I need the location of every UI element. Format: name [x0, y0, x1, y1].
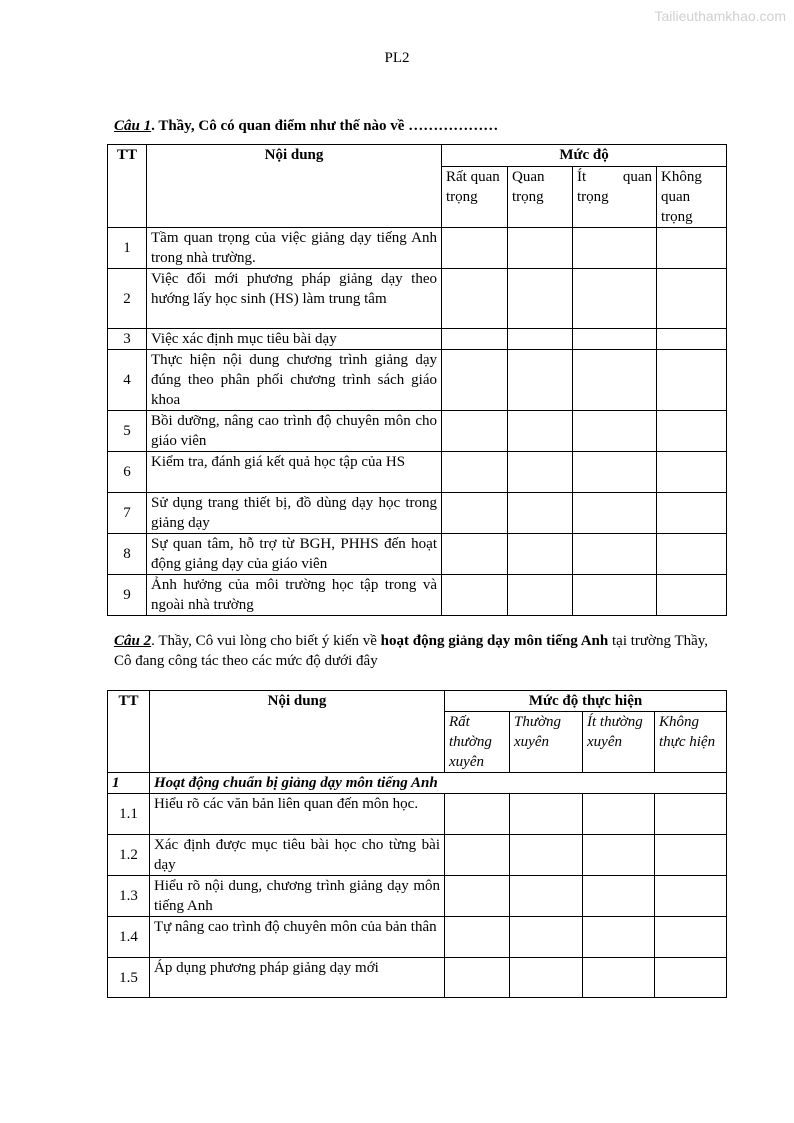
table-row [108, 329, 727, 350]
row-content: Tự nâng cao trình độ chuyên môn của bản thân [150, 917, 445, 958]
row-number: 1.3 [108, 876, 150, 917]
rating-cell[interactable] [657, 493, 727, 534]
row-number: 1 [108, 228, 147, 269]
table-row [108, 835, 727, 876]
row-number: 1.2 [108, 835, 150, 876]
col-content-header: Nội dung [150, 691, 445, 773]
rating-cell[interactable] [583, 794, 655, 835]
row-content: Hiểu rõ nội dung, chương trình giảng dạy môn tiếng Anh [150, 876, 445, 917]
table-row [108, 493, 727, 534]
rating-cell[interactable] [442, 493, 508, 534]
rating-cell[interactable] [445, 876, 510, 917]
rating-cell[interactable] [583, 876, 655, 917]
rating-cell[interactable] [573, 228, 657, 269]
rating-cell[interactable] [583, 917, 655, 958]
row-content: Áp dụng phương pháp giảng dạy mới [150, 958, 445, 998]
row-content: Thực hiện nội dung chương trình giảng dạy đúng theo phân phối chương trình sách giáo khoa [147, 350, 442, 411]
level-header: Ít thường xuyên [583, 712, 655, 773]
rating-cell[interactable] [510, 794, 583, 835]
rating-cell[interactable] [657, 269, 727, 329]
rating-cell[interactable] [573, 452, 657, 493]
row-content: Việc xác định mục tiêu bài dạy [147, 329, 442, 350]
rating-cell[interactable] [508, 411, 573, 452]
section-title: Hoạt động chuẩn bị giảng dạy môn tiếng Anh [150, 773, 727, 794]
table-row [108, 411, 727, 452]
row-content: Kiểm tra, đánh giá kết quả học tập của HS [147, 452, 442, 493]
row-content: Sử dụng trang thiết bị, đồ dùng dạy học trong giảng dạy [147, 493, 442, 534]
rating-cell[interactable] [655, 958, 727, 998]
rating-cell[interactable] [508, 575, 573, 616]
rating-cell[interactable] [657, 452, 727, 493]
watermark-text: Tailieuthamkhao.com [654, 8, 786, 24]
rating-cell[interactable] [657, 575, 727, 616]
level-header: Rất quan trọng [442, 167, 508, 228]
row-content: Hiểu rõ các văn bản liên quan đến môn học. [150, 794, 445, 835]
rating-cell[interactable] [445, 794, 510, 835]
rating-cell[interactable] [508, 228, 573, 269]
rating-cell[interactable] [510, 958, 583, 998]
rating-cell[interactable] [445, 917, 510, 958]
table-row [108, 794, 727, 835]
row-number: 1.5 [108, 958, 150, 998]
rating-cell[interactable] [442, 350, 508, 411]
rating-cell[interactable] [442, 329, 508, 350]
rating-cell[interactable] [508, 350, 573, 411]
table-row [108, 958, 727, 998]
table-row [108, 228, 727, 269]
level-header: Rất thường xuyên [445, 712, 510, 773]
row-number: 2 [108, 269, 147, 329]
table-row [108, 269, 727, 329]
rating-cell[interactable] [657, 534, 727, 575]
rating-cell[interactable] [508, 493, 573, 534]
question-2-heading [114, 631, 726, 671]
rating-cell[interactable] [655, 876, 727, 917]
rating-cell[interactable] [657, 411, 727, 452]
question-2-text-end: tại trường Thầy, Cô đang công tác theo các mức độ dưới đây [114, 633, 709, 669]
level-header: Quan trọng [508, 167, 573, 228]
row-content: Tầm quan trọng của việc giảng dạy tiếng Anh trong nhà trường. [147, 228, 442, 269]
table-row [108, 917, 727, 958]
rating-cell[interactable] [657, 350, 727, 411]
table-row [108, 534, 727, 575]
level-header: Không thực hiện [655, 712, 727, 773]
rating-cell[interactable] [508, 534, 573, 575]
rating-cell[interactable] [442, 269, 508, 329]
question-1-table [107, 144, 727, 616]
section-row [108, 773, 727, 794]
rating-cell[interactable] [442, 411, 508, 452]
row-content: Việc đổi mới phương pháp giảng dạy theo hướng lấy học sinh (HS) làm trung tâm [147, 269, 442, 329]
row-content: Sự quan tâm, hỗ trợ từ BGH, PHHS đến hoạt động giảng dạy của giáo viên [147, 534, 442, 575]
rating-cell[interactable] [655, 917, 727, 958]
question-2-table [107, 690, 727, 998]
row-content: Bồi dưỡng, nâng cao trình độ chuyên môn cho giáo viên [147, 411, 442, 452]
col-tt-header: TT [108, 145, 147, 228]
question-1-label: Câu 1 [114, 118, 152, 134]
row-number: 1.4 [108, 917, 150, 958]
question-1-text: . Thầy, Cô có quan điểm như thế nào về ……………… [151, 118, 499, 134]
question-2-text: . Thầy, Cô vui lòng cho biết ý kiến về [151, 633, 381, 649]
rating-cell[interactable] [510, 835, 583, 876]
rating-cell[interactable] [583, 958, 655, 998]
rating-cell[interactable] [510, 917, 583, 958]
row-number: 4 [108, 350, 147, 411]
rating-cell[interactable] [657, 228, 727, 269]
rating-cell[interactable] [508, 452, 573, 493]
rating-cell[interactable] [508, 269, 573, 329]
rating-cell[interactable] [510, 876, 583, 917]
rating-cell[interactable] [445, 835, 510, 876]
rating-cell[interactable] [573, 269, 657, 329]
table-row [108, 876, 727, 917]
rating-cell[interactable] [442, 452, 508, 493]
question-1-heading [114, 116, 498, 136]
rating-cell[interactable] [655, 835, 727, 876]
table-row [108, 575, 727, 616]
rating-cell[interactable] [508, 329, 573, 350]
row-number: 3 [108, 329, 147, 350]
rating-cell[interactable] [442, 534, 508, 575]
row-content: Xác định được mục tiêu bài học cho từng bài dạy [150, 835, 445, 876]
rating-cell[interactable] [573, 329, 657, 350]
rating-cell[interactable] [583, 835, 655, 876]
col-content-header: Nội dung [147, 145, 442, 228]
row-number: 8 [108, 534, 147, 575]
rating-cell[interactable] [573, 493, 657, 534]
row-number: 5 [108, 411, 147, 452]
col-level-header: Mức độ [442, 145, 727, 167]
table-row [108, 452, 727, 493]
rating-cell[interactable] [573, 534, 657, 575]
level-header: Ít quan trọng [573, 167, 657, 228]
row-number: 1.1 [108, 794, 150, 835]
level-header: Thường xuyên [510, 712, 583, 773]
table-row [108, 350, 727, 411]
question-2-bold-text: hoạt động giảng dạy môn tiếng Anh [380, 633, 609, 649]
row-number: 9 [108, 575, 147, 616]
col-level-header: Mức độ thực hiện [445, 691, 727, 712]
rating-cell[interactable] [655, 794, 727, 835]
rating-cell[interactable] [442, 575, 508, 616]
col-tt-header: TT [108, 691, 150, 773]
question-2-label: Câu 2 [114, 633, 152, 649]
level-header: Không quan trọng [657, 167, 727, 228]
rating-cell[interactable] [573, 411, 657, 452]
row-number: 7 [108, 493, 147, 534]
rating-cell[interactable] [573, 350, 657, 411]
rating-cell[interactable] [657, 329, 727, 350]
rating-cell[interactable] [442, 228, 508, 269]
page-title: PL2 [384, 50, 410, 66]
section-number: 1 [108, 773, 150, 794]
rating-cell[interactable] [445, 958, 510, 998]
rating-cell[interactable] [573, 575, 657, 616]
row-content: Ảnh hưởng của môi trường học tập trong và ngoài nhà trường [147, 575, 442, 616]
row-number: 6 [108, 452, 147, 493]
